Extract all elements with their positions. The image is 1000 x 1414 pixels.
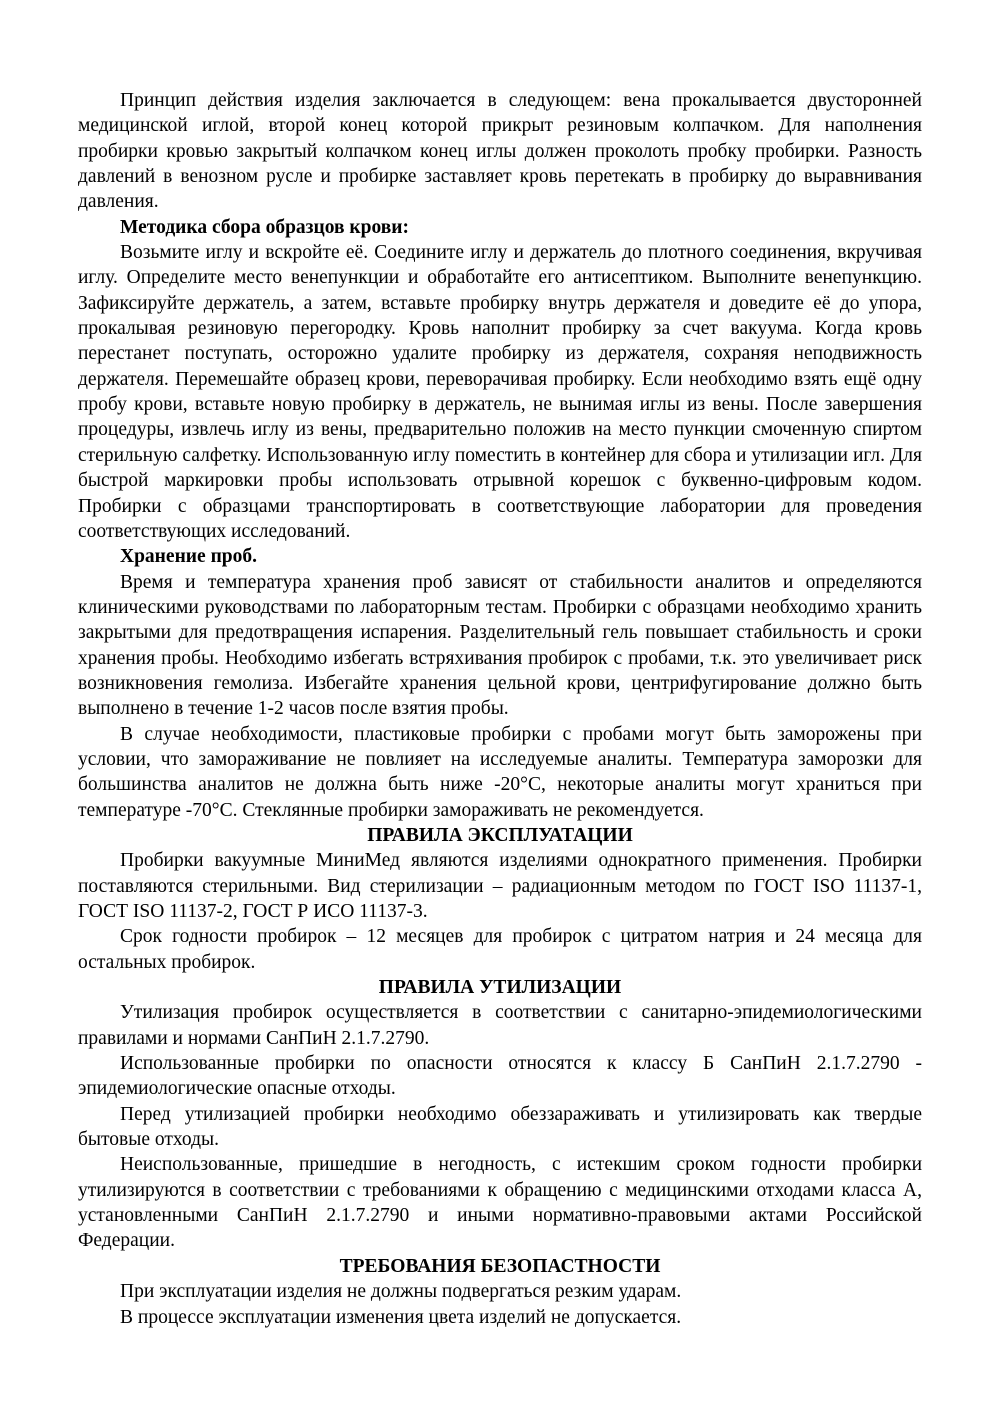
heading-disposal-rules: ПРАВИЛА УТИЛИЗАЦИИ bbox=[378, 977, 622, 999]
paragraph-storage-conditions: Время и температура хранения проб зависят от стабильности аналитов и определяются клиническими руководствами по лабораторным тестам. Пробирки с образцами необходимо хранить закрытыми для предотвращения испарения. Разделительный гель повышает стабильность и сроки хранения пробы. Необходимо избегать встряхивания пробирок с пробами, т.к. это увеличивает риск возникновения гемолиза. Избегайте хранения цельной крови, центрифугирование должно быть выполнено в течение 1-2 часов после взятия пробы. bbox=[78, 571, 922, 720]
paragraph-operation-shelf-life: Срок годности пробирок – 12 месяцев для пробирок с цитратом натрия и 24 месяца для остальных пробирок. bbox=[78, 926, 922, 973]
paragraph-safety-color-change: В процессе эксплуатации изменения цвета изделий не допускается. bbox=[120, 1306, 682, 1328]
heading-safety-requirements: ТРЕБОВАНИЯ БЕЗОПАСТНОСТИ bbox=[339, 1255, 661, 1277]
subheading-blood-sample-method: Методика сбора образцов крови: bbox=[120, 216, 410, 238]
subheading-sample-storage: Хранение проб. bbox=[120, 546, 258, 568]
paragraph-blood-sample-method: Возьмите иглу и вскройте её. Соедините иглу и держатель до плотного соединения, вкручивая иглу. Определите место венепункции и обработайте его антисептиком. Выполните венепункцию. Зафиксируйте держатель, а затем, вставьте пробирку внутрь держателя и доведите её до упора, прокалывая резиновую перегородку. Кровь наполнит пробирку за счет вакуума. Когда кровь перестанет поступать, осторожно удалите пробирку из держателя, сохраняя неподвижность держателя. Перемешайте образец крови, переворачивая пробирку. Если необходимо взять ещё одну пробу крови, вставьте новую пробирку в держатель, не вынимая иглы из вены. После завершения процедуры, извлечь иглу из вены, предварительно положив на место пункции смоченную спиртом стерильную салфетку. Использованную иглу поместить в контейнер для сбора и утилизации игл. Для быстрой маркировки пробы использовать отрывной корешок с буквенно-цифровым кодом. Пробирки с образцами транспортировать в соответствующие лаборатории для проведения соответствующих исследований. bbox=[78, 242, 922, 542]
paragraph-operation-sterilization: Пробирки вакуумные МиниМед являются изделиями однократного применения. Пробирки поставляются стерильными. Вид стерилизации – радиационным методом по ГОСТ ISO 11137-1, ГОСТ ISO 11137-2, ГОСТ Р ИСО 11137-3. bbox=[78, 850, 922, 922]
heading-operation-rules: ПРАВИЛА ЭКСПЛУАТАЦИИ bbox=[367, 824, 633, 846]
paragraph-principle: Принцип действия изделия заключается в следующем: вена прокалывается двусторонней медицинской иглой, второй конец которой прикрыт резиновым колпачком. Для наполнения пробирки кровью закрытый колпачком конец иглы должен проколоть пробку пробирки. Разность давлений в венозном русле и пробирке заставляет кровь перетекать в пробирку до выравнивания давления. bbox=[78, 90, 922, 213]
paragraph-storage-freezing: В случае необходимости, пластиковые пробирки с пробами могут быть заморожены при условии, что замораживание не повлияет на исследуемые аналиты. Температура заморозки для большинства аналитов не должна быть ниже -20°С, некоторые аналиты могут храниться при температуре -70°С. Стеклянные пробирки замораживать не рекомендуется. bbox=[78, 723, 922, 821]
paragraph-safety-impact: При эксплуатации изделия не должны подвергаться резким ударам. bbox=[120, 1281, 682, 1303]
paragraph-disposal-regulations: Утилизация пробирок осуществляется в соответствии с санитарно-эпидемиологическими правилами и нормами СанПиН 2.1.7.2790. bbox=[78, 1002, 922, 1049]
paragraph-disposal-decontamination: Перед утилизацией пробирки необходимо обеззараживать и утилизировать как твердые бытовые отходы. bbox=[78, 1103, 922, 1151]
paragraph-disposal-expired: Неиспользованные, пришедшие в негодность, с истекшим сроком годности пробирки утилизируются в соответствии с требованиями к обращению с медицинскими отходами класса А, установленными СанПиН 2.1.7.2790 и иными нормативно-правовыми актами Российской Федерации. bbox=[78, 1154, 922, 1252]
paragraph-disposal-class-b: Использованные пробирки по опасности относятся к классу Б СанПиН 2.1.7.2790 - эпидемиологические опасные отходы. bbox=[78, 1053, 922, 1100]
